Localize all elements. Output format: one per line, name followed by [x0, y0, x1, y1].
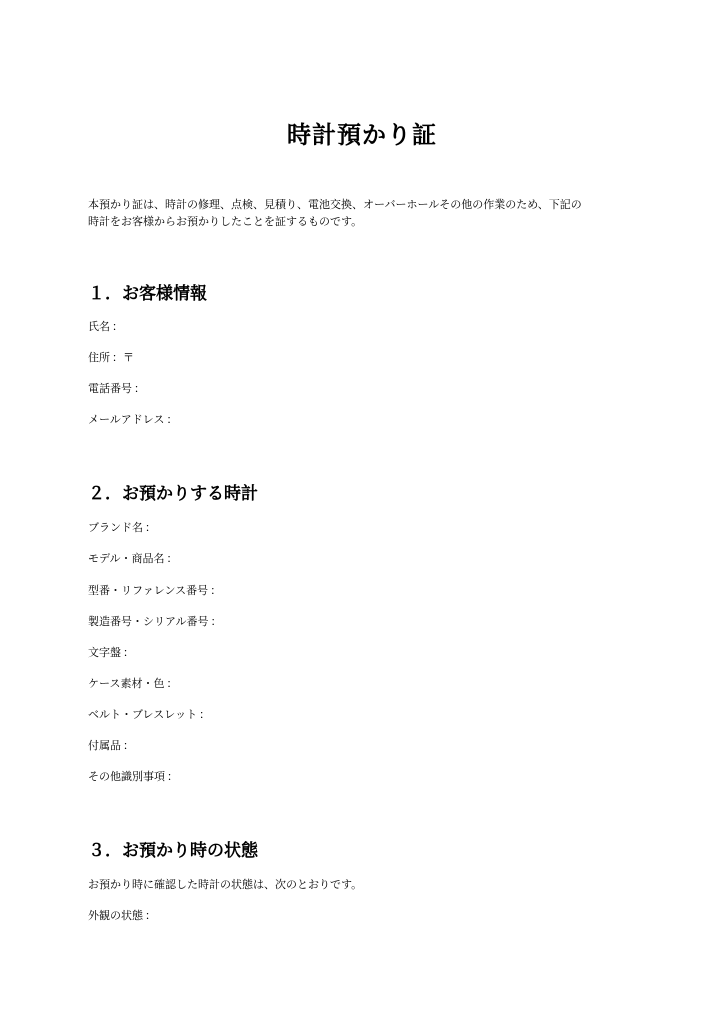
- field-brand: [88, 520, 156, 536]
- section-heading-customer-info: １．お客様情報: [88, 284, 207, 304]
- field-separator: ：: [199, 708, 211, 721]
- field-email: [88, 412, 177, 428]
- field-separator: ：: [145, 909, 156, 922]
- field-name: [88, 319, 123, 335]
- intro-line: 時計をお客様からお預かりしたことを証するものです。: [88, 215, 363, 228]
- field-label: 電話番号: [88, 382, 132, 395]
- field-case-material: [88, 676, 177, 692]
- field-value-postal-mark: 〒: [123, 351, 134, 364]
- field-other-identifiers: [88, 769, 178, 785]
- intro-line: 本預かり証は、時計の修理、点検、見積り、電池交換、オーバーホールその他の作業のため、下記の: [88, 198, 582, 211]
- field-separator: ：: [210, 584, 222, 597]
- field-separator: ：: [123, 646, 134, 659]
- field-accessories: [88, 738, 134, 754]
- field-label: メールアドレス: [88, 413, 165, 426]
- document-title: 時計預かり証: [287, 121, 437, 149]
- field-separator: ：: [112, 351, 123, 364]
- field-label: ブランド名: [88, 521, 143, 534]
- field-label: 氏名: [88, 320, 110, 333]
- field-separator: ：: [145, 521, 156, 534]
- condition-description: お預かり時に確認した時計の状態は、次のとおりです。: [88, 878, 363, 891]
- field-label: ケース素材・色: [88, 677, 165, 690]
- field-separator: ：: [123, 739, 134, 752]
- field-separator: ：: [112, 320, 123, 333]
- field-separator: ：: [134, 382, 145, 395]
- field-separator: ：: [166, 552, 178, 565]
- field-separator: ：: [166, 677, 178, 690]
- field-phone: [88, 381, 145, 397]
- field-band: [88, 707, 210, 723]
- field-label: 文字盤: [88, 646, 121, 659]
- field-separator: ：: [166, 413, 178, 426]
- intro-paragraph: [88, 196, 648, 230]
- field-reference-number: [88, 583, 221, 599]
- field-label: 製造番号・シリアル番号: [88, 615, 209, 628]
- field-dial: [88, 645, 134, 661]
- section-heading-watch: ２．お預かりする時計: [88, 484, 258, 504]
- field-separator: ：: [167, 770, 178, 783]
- field-label: 型番・リファレンス番号: [88, 584, 209, 597]
- field-label: 住所: [88, 351, 110, 364]
- field-label: 外観の状態: [88, 909, 143, 922]
- field-serial-number: [88, 614, 222, 630]
- field-label: 付属品: [88, 739, 121, 752]
- field-separator: ：: [210, 615, 222, 628]
- field-model: [88, 551, 177, 567]
- section-heading-condition: ３．お預かり時の状態: [88, 841, 258, 861]
- field-address: [88, 350, 134, 366]
- field-label: ベルト・ブレスレット: [88, 708, 198, 721]
- field-label: その他識別事項: [88, 770, 165, 783]
- field-exterior-condition: [88, 908, 156, 924]
- field-label: モデル・商品名: [88, 552, 165, 565]
